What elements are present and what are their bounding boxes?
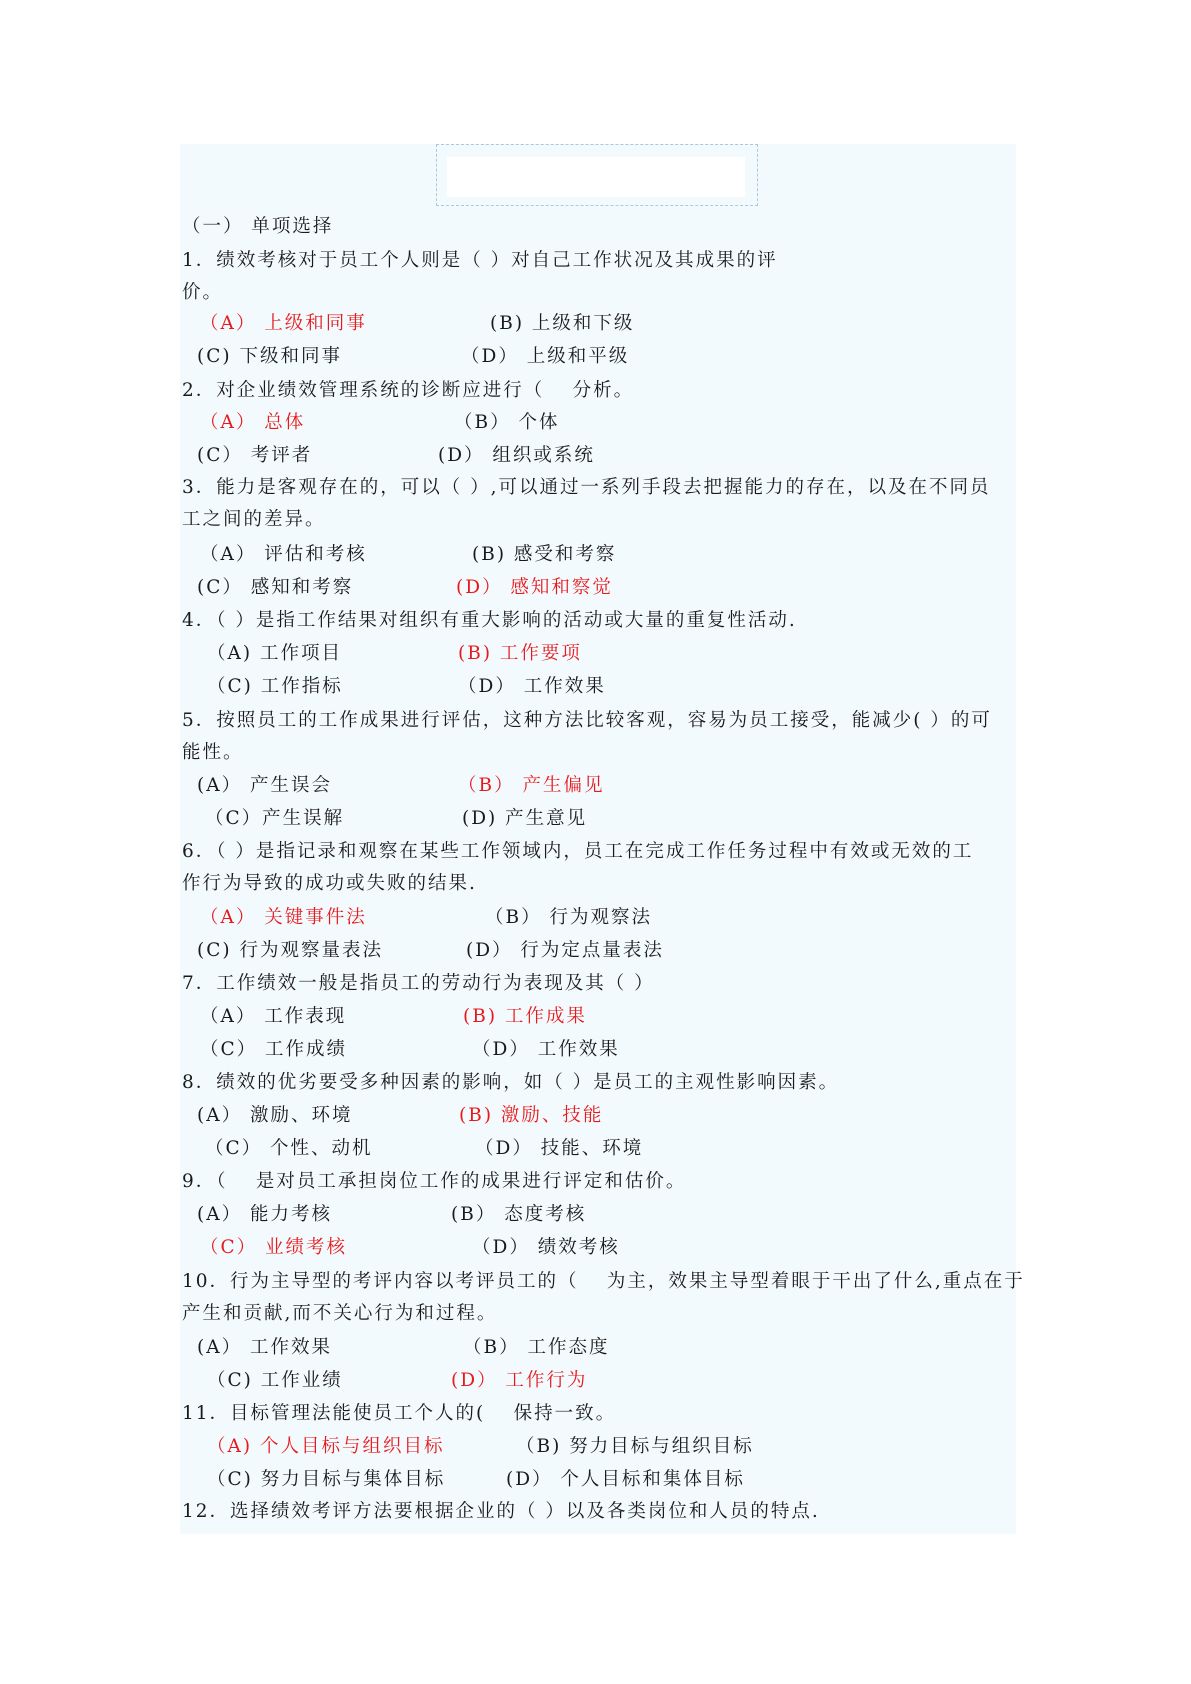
option: (A） 工作效果 <box>197 1337 332 1358</box>
option: (D） 组织或系统 <box>438 445 595 466</box>
option: （C) 工作业绩 <box>207 1370 343 1391</box>
question-stem: 5．按照员工的工作成果进行评估，这种方法比较客观，容易为员工接受，能减少( ）的可 <box>182 710 992 731</box>
answer-option: (D） 工作行为 <box>451 1370 588 1391</box>
option: （D） 上级和平级 <box>461 346 630 367</box>
option: (D） 个人目标和集体目标 <box>506 1469 745 1490</box>
option: （D） 工作效果 <box>472 1039 620 1060</box>
section-heading: （一） 单项选择 <box>182 216 334 237</box>
question-stem-continued: 产生和贡献,而不关心行为和过程。 <box>182 1303 498 1324</box>
question-stem: 2．对企业绩效管理系统的诊断应进行（ 分析。 <box>182 380 635 401</box>
question-stem: 7．工作绩效一般是指员工的劳动行为表现及其（ ） <box>182 973 655 994</box>
question-stem: 11．目标管理法能使员工个人的( 保持一致。 <box>182 1403 617 1424</box>
question-stem: 8．绩效的优劣要受多种因素的影响，如（ ）是员工的主观性影响因素。 <box>182 1072 840 1093</box>
question-stem: 3．能力是客观存在的，可以（ ）,可以通过一系列手段去把握能力的存在，以及在不同员 <box>182 477 991 498</box>
option: （C）产生误解 <box>205 808 345 829</box>
question-stem-continued: 工之间的差异。 <box>182 509 326 530</box>
answer-option: （B） 产生偏见 <box>458 775 605 796</box>
answer-option: （A） 关键事件法 <box>200 907 367 928</box>
option: （A） 评估和考核 <box>200 544 367 565</box>
answer-option: （A） 上级和同事 <box>200 313 367 334</box>
answer-option: (D） 感知和察觉 <box>456 577 613 598</box>
option: (B) 上级和下级 <box>490 313 635 334</box>
answer-option: （C） 业绩考核 <box>200 1237 348 1258</box>
option: (A） 能力考核 <box>197 1204 332 1225</box>
option: （D） 技能、环境 <box>475 1138 644 1159</box>
option: (D） 行为定点量表法 <box>466 940 664 961</box>
option: （C) 工作指标 <box>207 676 343 697</box>
answer-option: (B) 工作成果 <box>463 1006 587 1027</box>
option: (B） 态度考核 <box>451 1204 587 1225</box>
question-stem: 10．行为主导型的考评内容以考评员工的（ 为主，效果主导型着眼于干出了什么,重点在于 <box>182 1271 1025 1292</box>
option: （B） 工作态度 <box>463 1337 610 1358</box>
question-stem: 1．绩效考核对于员工个人则是（ ）对自己工作状况及其成果的评 <box>182 250 778 271</box>
option: (C） 感知和考察 <box>197 577 354 598</box>
option: （C） 工作成绩 <box>200 1039 348 1060</box>
question-stem: 9．（ 是对员工承担岗位工作的成果进行评定和估价。 <box>182 1171 687 1192</box>
answer-option: （A） 总体 <box>200 412 306 433</box>
option: (D) 产生意见 <box>462 808 588 829</box>
answer-option: （A) 个人目标与组织目标 <box>207 1436 445 1457</box>
option: （B） 个体 <box>454 412 560 433</box>
option: (C) 行为观察量表法 <box>197 940 383 961</box>
option: （D） 工作效果 <box>458 676 606 697</box>
question-stem-continued: 作行为导致的成功或失败的结果. <box>182 873 477 894</box>
option: (C） 考评者 <box>197 445 313 466</box>
answer-option: (B) 工作要项 <box>458 643 582 664</box>
option: （C） 个性、动机 <box>205 1138 373 1159</box>
question-stem-continued: 价。 <box>182 282 224 303</box>
title-box <box>436 144 758 206</box>
question-stem: 12．选择绩效考评方法要根据企业的（ ）以及各类岗位和人员的特点. <box>182 1501 820 1522</box>
option: (A） 激励、环境 <box>197 1105 353 1126</box>
question-stem-continued: 能性。 <box>182 742 244 763</box>
option: （B） 行为观察法 <box>485 907 652 928</box>
question-stem: 6．（ ）是指记录和观察在某些工作领域内，员工在完成工作任务过程中有效或无效的工 <box>182 841 974 862</box>
option: (C) 下级和同事 <box>197 346 342 367</box>
option: （D） 绩效考核 <box>472 1237 620 1258</box>
option: (A） 产生误会 <box>197 775 332 796</box>
option: （A） 工作表现 <box>200 1006 347 1027</box>
question-stem: 4．（ ）是指工作结果对组织有重大影响的活动或大量的重复性活动. <box>182 610 797 631</box>
option: （C) 努力目标与集体目标 <box>207 1469 446 1490</box>
answer-option: (B) 激励、技能 <box>459 1105 604 1126</box>
option: (B) 感受和考察 <box>472 544 617 565</box>
option: （B) 努力目标与组织目标 <box>516 1436 754 1457</box>
option: （A) 工作项目 <box>207 643 342 664</box>
